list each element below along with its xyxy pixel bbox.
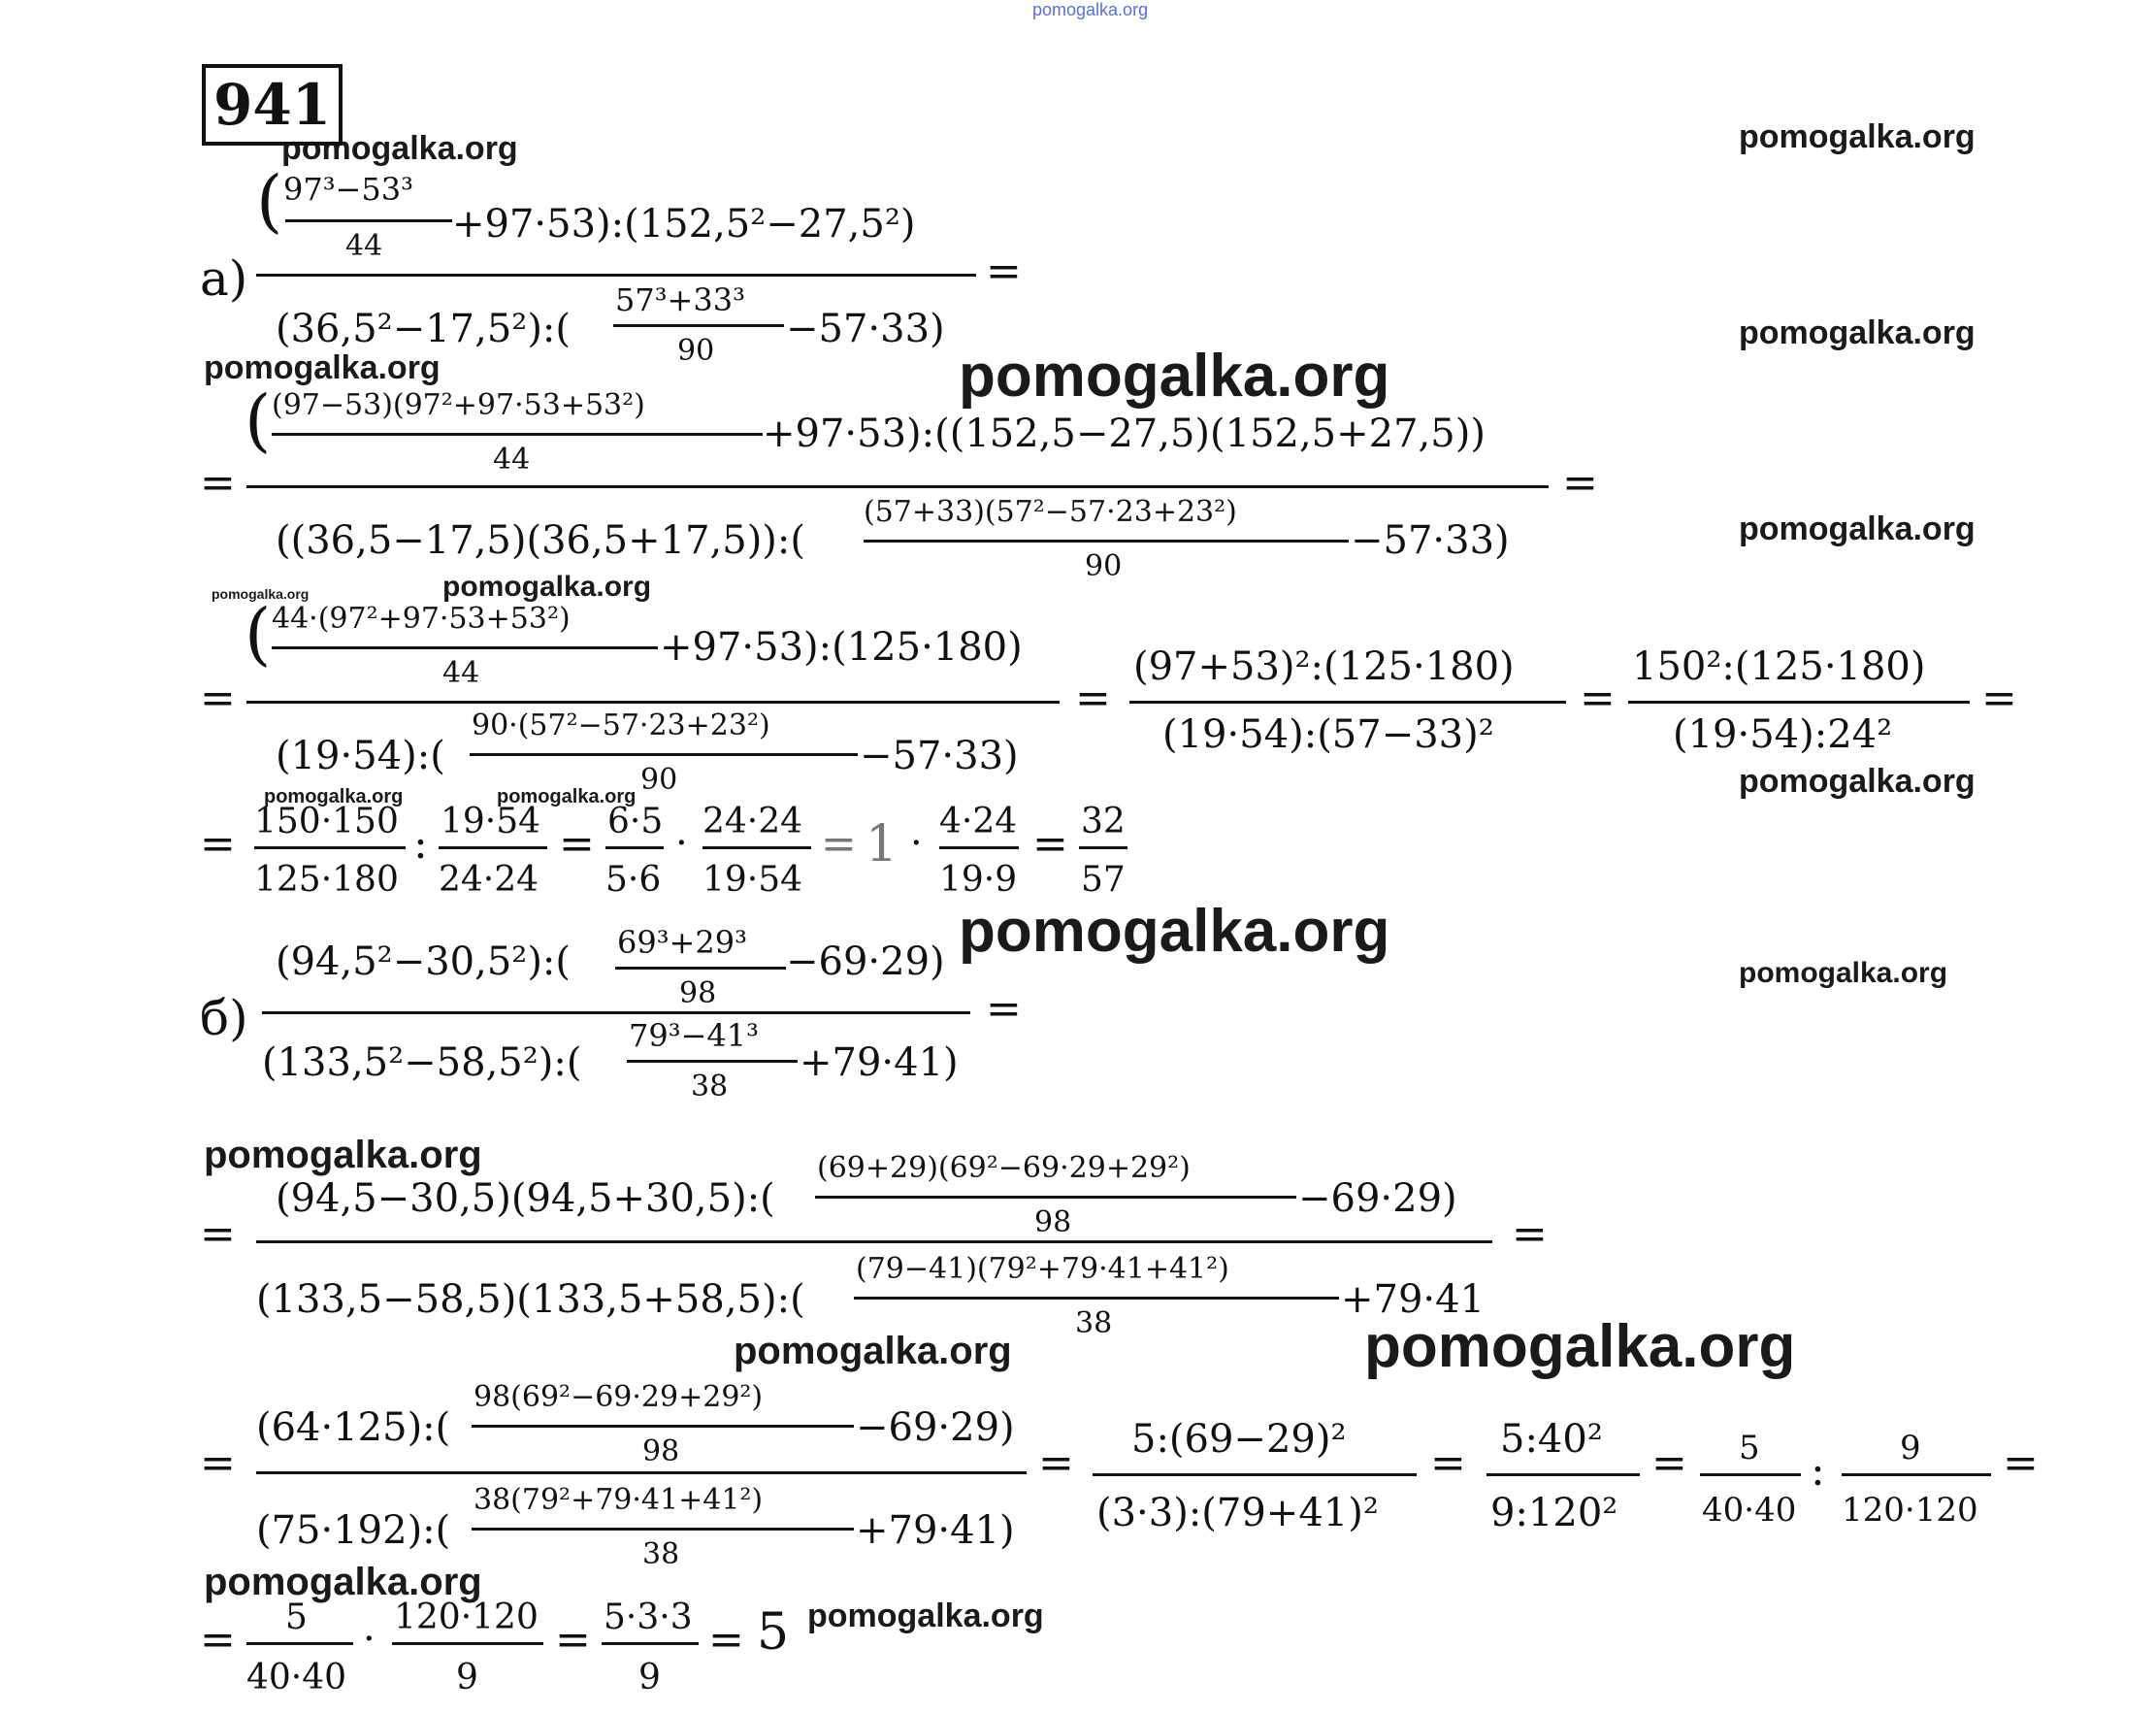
fraction-bar — [605, 846, 664, 849]
equals-sign: = — [821, 819, 857, 869]
a5-numerator: 150²:(125·180) — [1632, 644, 1926, 689]
colon: : — [1811, 1446, 1825, 1496]
dot: · — [675, 821, 688, 866]
a2-d-frac-den: 90 — [1085, 549, 1123, 583]
a6-frac2-num: 19·54 — [441, 802, 541, 841]
equals-sign: = — [1512, 1209, 1548, 1259]
equals-sign: = — [708, 1615, 744, 1664]
b4-numerator: 5:(69−29)² — [1131, 1417, 1347, 1462]
fraction-bar — [254, 846, 406, 849]
watermark: pomogalka.org — [442, 571, 652, 603]
a6-frac1-num: 150·150 — [254, 802, 399, 841]
fraction-bar — [392, 1642, 543, 1645]
a3-numerator-rest: +97·53):(125·180) — [660, 625, 1023, 670]
b3-d-frac-den: 38 — [642, 1537, 680, 1571]
fraction-bar — [470, 753, 858, 756]
fraction-bar — [1700, 1473, 1801, 1476]
b1-n-frac-den: 98 — [679, 976, 717, 1010]
equals-sign: = — [1981, 674, 2017, 723]
a6-frac3-den: 5·6 — [605, 860, 662, 900]
b6-frac1-den: 40·40 — [1702, 1491, 1797, 1530]
b6-frac1-num: 5 — [1739, 1429, 1760, 1467]
a2-denominator: ((36,5−17,5)(36,5+17,5)):( — [276, 518, 805, 563]
a5-denominator: (19·54):24² — [1673, 712, 1893, 757]
part-label-b: б) — [200, 990, 248, 1046]
fraction-bar-main — [1129, 701, 1566, 704]
equals-sign: = — [559, 819, 595, 869]
a6-frac5-num: 4·24 — [939, 802, 1018, 841]
watermark: pomogalka.org — [1739, 511, 1976, 547]
fraction-bar — [1079, 846, 1127, 849]
watermark: pomogalka.org — [281, 130, 518, 167]
equals-sign: = — [200, 1615, 236, 1664]
a6-one: 1 — [866, 815, 898, 873]
fraction-bar — [285, 219, 452, 222]
b7-frac2-den: 9 — [456, 1658, 478, 1697]
watermark: pomogalka.org — [1739, 957, 1948, 989]
paren-big: ( — [245, 594, 272, 674]
a6-frac4-den: 19·54 — [702, 860, 803, 900]
b2-numerator: (94,5−30,5)(94,5+30,5):( — [276, 1176, 775, 1221]
b7-frac1-num: 5 — [285, 1598, 308, 1637]
fraction-bar-main — [256, 1240, 1492, 1243]
a6-frac6-den: 57 — [1081, 860, 1126, 900]
b2-d-frac-den: 38 — [1075, 1306, 1113, 1340]
fraction-bar — [864, 540, 1349, 543]
a1-n-frac-den: 44 — [345, 229, 383, 263]
watermark: pomogalka.org — [204, 1134, 482, 1176]
a1-denominator-rest: −57·33) — [786, 307, 945, 351]
equals-sign: = — [1032, 819, 1068, 869]
watermark-large: pomogalka.org — [959, 898, 1390, 965]
a3-d-frac-num: 90·(57²−57·23+23²) — [472, 708, 770, 742]
fraction-bar — [939, 846, 1019, 849]
part-label-a: а) — [200, 250, 248, 307]
watermark: pomogalka.org — [807, 1598, 1044, 1634]
b1-n-frac-num: 69³+29³ — [617, 924, 747, 961]
fraction-bar-main — [262, 1011, 970, 1014]
watermark-top: pomogalka.org — [1032, 0, 1149, 19]
fraction-bar-main — [1093, 1473, 1417, 1476]
watermark-small: pomogalka.org — [264, 786, 404, 807]
b1-d-frac-num: 79³−41³ — [629, 1017, 759, 1054]
dot: · — [910, 821, 923, 866]
a6-frac1-den: 125·180 — [254, 860, 399, 900]
a2-d-frac-num: (57+33)(57²−57·23+23²) — [864, 495, 1237, 529]
a1-d-frac-num: 57³+33³ — [615, 281, 745, 318]
a6-frac3-num: 6·5 — [607, 802, 664, 841]
fraction-bar — [472, 1425, 854, 1428]
b7-result: 5 — [757, 1603, 790, 1662]
b2-d-frac-num: (79−41)(79²+79·41+41²) — [856, 1252, 1229, 1286]
b2-numerator-rest: −69·29) — [1298, 1176, 1457, 1221]
b7-frac3-num: 5·3·3 — [604, 1598, 693, 1637]
b2-n-frac-den: 98 — [1034, 1205, 1072, 1239]
equals-sign: = — [1562, 458, 1598, 508]
a2-denominator-rest: −57·33) — [1351, 518, 1510, 563]
fraction-bar-main — [1628, 701, 1970, 704]
watermark-large: pomogalka.org — [959, 343, 1390, 410]
fraction-bar — [815, 1196, 1296, 1199]
fraction-bar — [602, 1642, 699, 1645]
b5-denominator: 9:120² — [1490, 1491, 1618, 1535]
fraction-bar-main — [256, 1471, 1027, 1474]
b3-denominator-rest: +79·41) — [856, 1508, 1015, 1553]
a1-denominator: (36,5²−17,5²):( — [276, 307, 572, 351]
fraction-bar-main — [1486, 1473, 1640, 1476]
b7-frac2-num: 120·120 — [394, 1598, 539, 1637]
b2-denominator: (133,5−58,5)(133,5+58,5):( — [256, 1277, 805, 1322]
fraction-bar — [615, 967, 786, 970]
b4-denominator: (3·3):(79+41)² — [1096, 1491, 1379, 1535]
equals-sign: = — [1651, 1438, 1687, 1488]
a2-numerator-rest: +97·53):((152,5−27,5)(152,5+27,5)) — [763, 412, 1486, 456]
a6-frac2-den: 24·24 — [439, 860, 539, 900]
equals-sign: = — [1580, 674, 1616, 723]
b2-denominator-rest: +79·41 — [1341, 1277, 1486, 1322]
equals-sign: = — [986, 984, 1022, 1034]
equals-sign: = — [2003, 1438, 2039, 1488]
a3-denominator: (19·54):( — [276, 734, 445, 778]
equals-sign: = — [200, 674, 236, 723]
fraction-bar-main — [256, 274, 976, 277]
fraction-bar — [702, 846, 811, 849]
watermark: pomogalka.org — [1739, 118, 1976, 155]
equals-sign: = — [200, 1209, 236, 1259]
watermark-small: pomogalka.org — [497, 786, 637, 807]
equals-sign: = — [1430, 1438, 1466, 1488]
equals-sign: = — [555, 1615, 591, 1664]
a2-n-frac-num: (97−53)(97²+97·53+53²) — [272, 388, 645, 422]
b1-d-frac-den: 38 — [691, 1070, 729, 1104]
equals-sign: = — [200, 819, 236, 869]
a1-n-frac-num: 97³−53³ — [283, 171, 413, 208]
a6-frac4-num: 24·24 — [702, 802, 803, 841]
a1-numerator-rest: +97·53):(152,5²−27,5²) — [452, 202, 916, 247]
b1-numerator: (94,5²−30,5²):( — [276, 939, 572, 984]
watermark-small: pomogalka.org — [212, 586, 310, 602]
fraction-bar — [272, 646, 658, 649]
b3-denominator: (75·192):( — [256, 1508, 451, 1553]
paren-big: ( — [245, 380, 272, 460]
a3-n-frac-den: 44 — [442, 656, 480, 690]
watermark: pomogalka.org — [1739, 763, 1976, 800]
b7-frac1-den: 40·40 — [246, 1658, 347, 1697]
paren-big: ( — [256, 161, 283, 241]
b3-d-frac-num: 38(79²+79·41+41²) — [474, 1483, 764, 1517]
a1-d-frac-den: 90 — [677, 334, 715, 368]
b3-n-frac-den: 98 — [642, 1434, 680, 1468]
fraction-bar — [627, 1060, 798, 1063]
equals-sign: = — [986, 247, 1022, 296]
dot: · — [363, 1617, 376, 1662]
b2-n-frac-num: (69+29)(69²−69·29+29²) — [817, 1151, 1191, 1185]
equals-sign: = — [1038, 1438, 1074, 1488]
a4-numerator: (97+53)²:(125·180) — [1133, 644, 1515, 689]
fraction-bar — [272, 433, 763, 436]
b5-numerator: 5:40² — [1500, 1417, 1603, 1462]
a3-denominator-rest: −57·33) — [860, 734, 1019, 778]
fraction-bar — [246, 1642, 353, 1645]
b1-numerator-rest: −69·29) — [786, 939, 945, 984]
task-number: 941 — [202, 64, 343, 146]
b3-numerator-rest: −69·29) — [856, 1405, 1015, 1450]
watermark: pomogalka.org — [204, 1561, 482, 1603]
a2-n-frac-den: 44 — [493, 443, 531, 477]
watermark-large: pomogalka.org — [1364, 1313, 1796, 1380]
fraction-bar — [1842, 1473, 1991, 1476]
b3-numerator: (64·125):( — [256, 1405, 451, 1450]
b1-denominator: (133,5²−58,5²):( — [262, 1040, 582, 1085]
a3-n-frac-num: 44·(97²+97·53+53²) — [272, 602, 571, 636]
b7-frac3-den: 9 — [638, 1658, 661, 1697]
watermark: pomogalka.org — [204, 349, 441, 386]
fraction-bar-main — [246, 701, 1060, 704]
fraction-bar — [472, 1528, 854, 1531]
colon: : — [413, 819, 428, 869]
b3-n-frac-num: 98(69²−69·29+29²) — [474, 1380, 764, 1414]
fraction-bar — [613, 324, 784, 327]
watermark: pomogalka.org — [1739, 314, 1976, 351]
equals-sign: = — [200, 458, 236, 508]
b6-frac2-den: 120·120 — [1842, 1491, 1978, 1530]
a6-frac6-num: 32 — [1081, 802, 1126, 841]
a6-frac5-den: 19·9 — [939, 860, 1018, 900]
b1-denominator-rest: +79·41) — [800, 1040, 959, 1085]
fraction-bar — [854, 1297, 1339, 1300]
fraction-bar — [439, 846, 547, 849]
a4-denominator: (19·54):(57−33)² — [1162, 712, 1494, 757]
equals-sign: = — [200, 1438, 236, 1488]
watermark: pomogalka.org — [734, 1330, 1012, 1372]
b6-frac2-num: 9 — [1900, 1429, 1921, 1467]
equals-sign: = — [1075, 674, 1111, 723]
fraction-bar-main — [246, 485, 1549, 488]
a3-d-frac-den: 90 — [640, 763, 678, 797]
